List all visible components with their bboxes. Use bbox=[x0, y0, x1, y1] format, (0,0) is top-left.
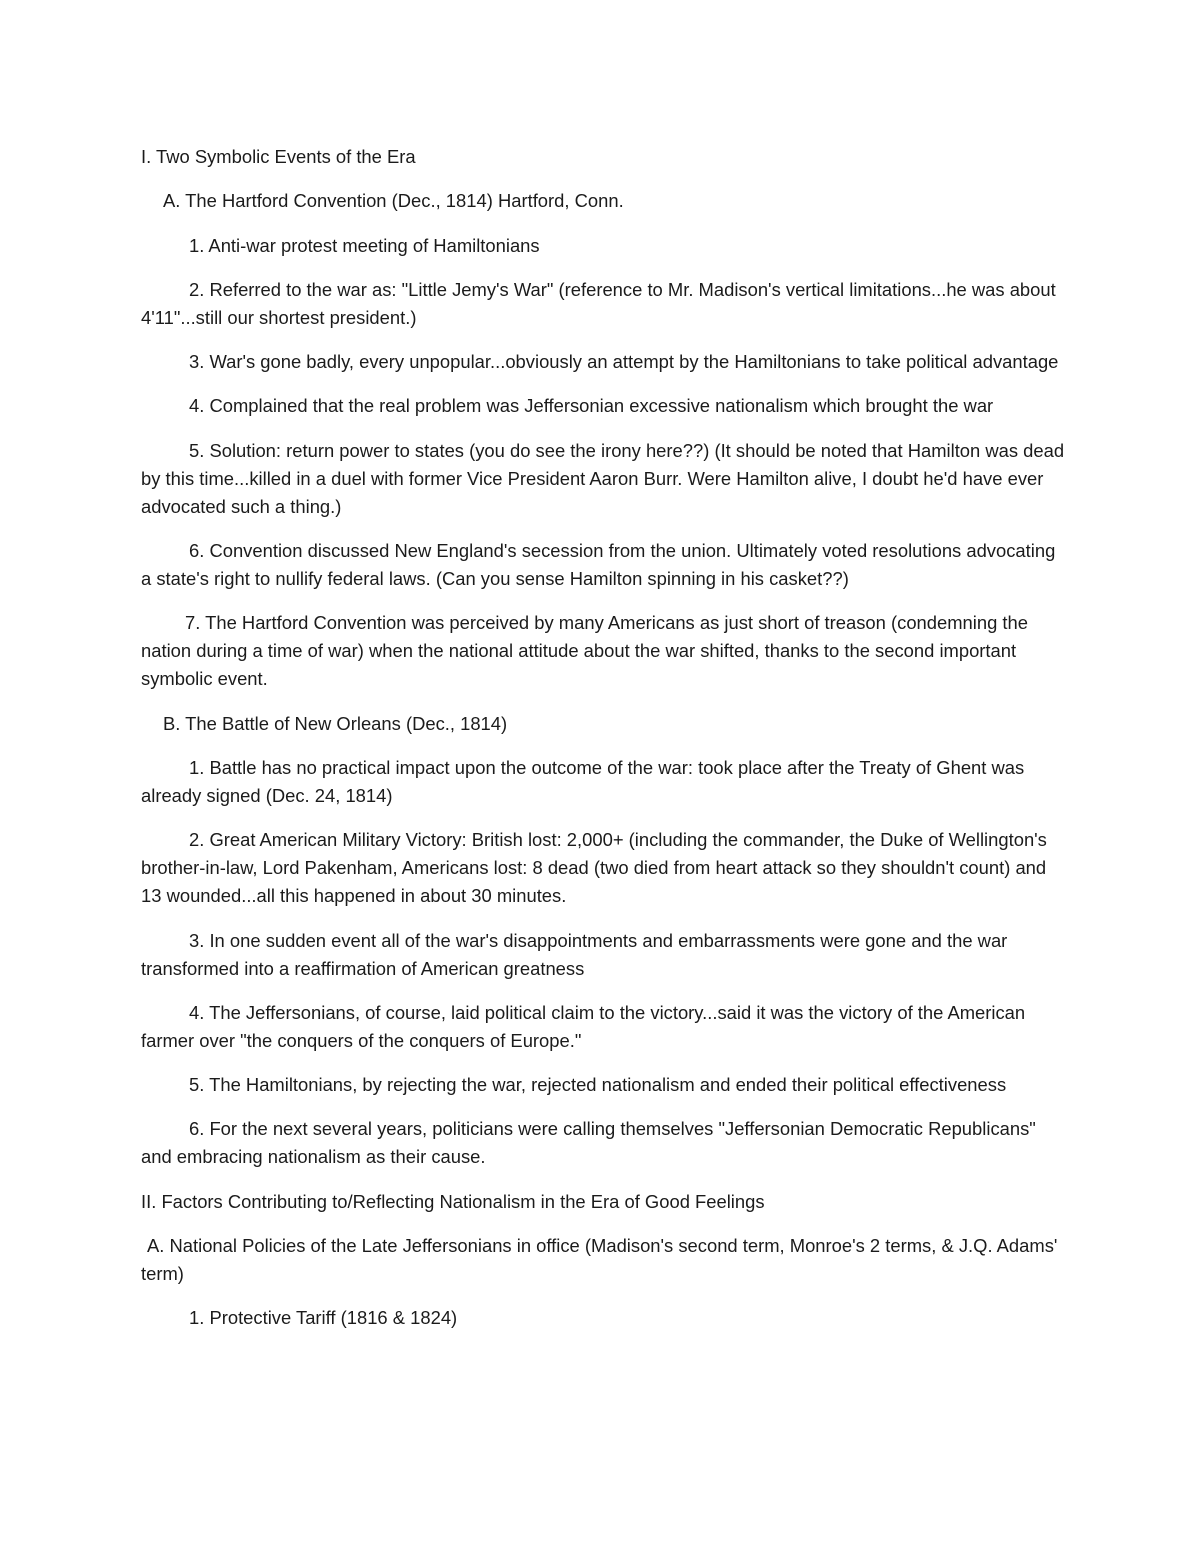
list-item: 1. Anti-war protest meeting of Hamiltonians bbox=[189, 234, 540, 256]
list-item: 6. For the next several years, politicians were calling themselves "Jeffersonian Democratic Republicans" and embracing nationalism as their cause. bbox=[141, 1118, 1036, 1168]
subheading-battle-new-orleans: B. The Battle of New Orleans (Dec., 1814) bbox=[163, 712, 508, 734]
document-body bbox=[141, 143, 1066, 1349]
list-item: 1. Protective Tariff (1816 & 1824) bbox=[189, 1307, 458, 1329]
heading-section-2: II. Factors Contributing to/Reflecting Nationalism in the Era of Good Feelings bbox=[141, 1190, 765, 1212]
list-item: 3. In one sudden event all of the war's disappointments and embarrassments were gone and the war transformed into a reaffirmation of American greatness bbox=[141, 929, 1008, 979]
list-item: 5. Solution: return power to states (you do see the irony here??) (It should be noted that Hamilton was dead by this time...killed in a duel with former Vice President Aaron Burr. Were Hamilton alive, I doubt he'd have ever advocated such a thing.) bbox=[141, 439, 1065, 517]
list-item: 4. The Jeffersonians, of course, laid political claim to the victory...said it was the victory of the American farmer over "the conquers of the conquers of Europe." bbox=[141, 1001, 1026, 1051]
list-item: 2. Great American Military Victory: British lost: 2,000+ (including the commander, the Duke of Wellington's brother-in-law, Lord Pakenham, Americans lost: 8 dead (two died from heart attack so they shouldn't count) and 13 wounded...all this happened in about 30 minutes. bbox=[141, 829, 1047, 907]
subheading-national-policies: A. National Policies of the Late Jeffersonians in office (Madison's second term, Monroe's 2 terms, & J.Q. Adams' term) bbox=[141, 1235, 1058, 1285]
list-item: 5. The Hamiltonians, by rejecting the war, rejected nationalism and ended their political effectiveness bbox=[189, 1074, 1007, 1096]
list-item: 6. Convention discussed New England's secession from the union. Ultimately voted resolutions advocating a state's right to nullify federal laws. (Can you sense Hamilton spinning in his casket??) bbox=[141, 540, 1056, 590]
list-item: 1. Battle has no practical impact upon the outcome of the war: took place after the Treaty of Ghent was already signed (Dec. 24, 1814) bbox=[141, 756, 1025, 806]
heading-section-1: I. Two Symbolic Events of the Era bbox=[141, 146, 416, 167]
list-item: 3. War's gone badly, every unpopular...obviously an attempt by the Hamiltonians to take political advantage bbox=[189, 351, 1059, 373]
list-item: 7. The Hartford Convention was perceived by many Americans as just short of treason (condemning the nation during a time of war) when the national attitude about the war shifted, thanks to the second important symbolic event. bbox=[141, 612, 1028, 690]
subheading-hartford-convention: A. The Hartford Convention (Dec., 1814) Hartford, Conn. bbox=[163, 190, 624, 212]
list-item: 2. Referred to the war as: "Little Jemy's War" (reference to Mr. Madison's vertical limitations...he was about 4'11"...still our shortest president.) bbox=[141, 278, 1056, 328]
list-item: 4. Complained that the real problem was Jeffersonian excessive nationalism which brought the war bbox=[189, 395, 994, 417]
